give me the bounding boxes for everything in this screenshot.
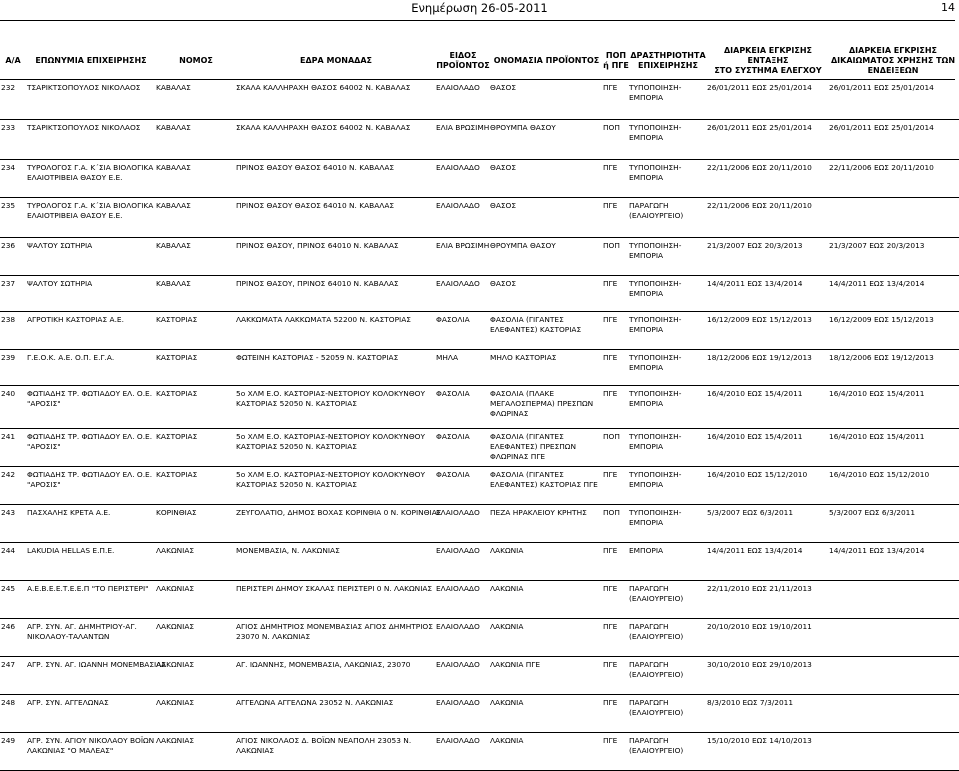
cell-license: 16/4/2010 ΕΩΣ 15/4/2011 [829, 389, 925, 398]
cell-type: ΕΛΑΙΟΛΑΔΟ [436, 584, 480, 593]
cell-type: ΕΛΑΙΟΛΑΔΟ [436, 736, 480, 745]
document-title: Ενημέρωση 26-05-2011 [411, 1, 548, 15]
cell-type: ΦΑΣΟΛΙΑ [436, 315, 470, 324]
cell-type: ΕΛΙΑ ΒΡΩΣΙΜΗ [436, 241, 490, 250]
cell-address: ΠΡΙΝΟΣ ΘΑΣΟΥ, ΠΡΙΝΟΣ 64010 Ν. ΚΑΒΑΛΑΣ [236, 279, 399, 288]
cell-nomos: ΛΑΚΩΝΙΑΣ [156, 622, 195, 631]
cell-product: ΘΑΣΟΣ [490, 279, 517, 288]
cell-type: ΕΛΑΙΟΛΑΔΟ [436, 83, 480, 92]
cell-address: ΑΓ. ΙΩΑΝΝΗΣ, ΜΟΝΕΜΒΑΣΙΑ, ΛΑΚΩΝΙΑΣ, 23070 [236, 660, 411, 669]
cell-license: 26/01/2011 ΕΩΣ 25/01/2014 [829, 123, 934, 132]
cell-aa: 242 [1, 470, 16, 479]
cell-nomos: ΚΑΣΤΟΡΙΑΣ [156, 470, 198, 479]
cell-aa: 246 [1, 622, 16, 631]
cell-duration: 30/10/2010 ΕΩΣ 29/10/2013 [707, 660, 812, 669]
cell-duration: 18/12/2006 ΕΩΣ 19/12/2013 [707, 353, 812, 362]
cell-pop: ΠΓΕ [603, 546, 618, 555]
cell-type: ΕΛΑΙΟΛΑΔΟ [436, 622, 480, 631]
cell-pop: ΠΓΕ [603, 622, 618, 631]
cell-name: ΦΩΤΙΑΔΗΣ ΤΡ. ΦΩΤΙΑΔΟΥ ΕΛ. Ο.Ε. "ΑΡΟΣΙΣ" [27, 389, 153, 408]
table-body [0, 80, 959, 755]
table-row [0, 238, 959, 276]
cell-name: ΑΓΡ. ΣΥΝ. ΑΓ. ΔΗΜΗΤΡΙΟΥ-ΑΓ. ΝΙΚΟΛΑΟΥ-ΤΑΛΑΝΤΩΝ [27, 622, 137, 641]
cell-address: ΛΑΚΚΩΜΑΤΑ ΛΑΚΚΩΜΑΤΑ 52200 Ν. ΚΑΣΤΟΡΙΑΣ [236, 315, 411, 324]
cell-type: ΕΛΑΙΟΛΑΔΟ [436, 698, 480, 707]
cell-pop: ΠΓΕ [603, 736, 618, 745]
cell-duration: 5/3/2007 ΕΩΣ 6/3/2011 [707, 508, 794, 517]
table-row [0, 505, 959, 543]
cell-activity: ΤΥΠΟΠΟΙΗΣΗ- ΕΜΠΟΡΙΑ [629, 123, 682, 142]
cell-pop: ΠΓΕ [603, 698, 618, 707]
cell-address: ΖΕΥΓΟΛΑΤΙΟ, ΔΗΜΟΣ ΒΟΧΑΣ ΚΟΡΙΝΘΙΑ 0 Ν. ΚΟΡΙΝΘΙΑΣ [236, 508, 442, 517]
column-header-nomos: ΝΟΜΟΣ [179, 55, 213, 65]
cell-license: 14/4/2011 ΕΩΣ 13/4/2014 [829, 279, 925, 288]
cell-pop: ΠΓΕ [603, 470, 618, 479]
table-row [0, 695, 959, 733]
cell-duration: 22/11/2006 ΕΩΣ 20/11/2010 [707, 201, 812, 210]
cell-nomos: ΛΑΚΩΝΙΑΣ [156, 698, 195, 707]
cell-nomos: ΚΑΣΤΟΡΙΑΣ [156, 353, 198, 362]
table-row [0, 198, 959, 238]
cell-activity: ΤΥΠΟΠΟΙΗΣΗ- ΕΜΠΟΡΙΑ [629, 279, 682, 298]
cell-type: ΕΛΑΙΟΛΑΔΟ [436, 201, 480, 210]
cell-activity: ΤΥΠΟΠΟΙΗΣΗ- ΕΜΠΟΡΙΑ [629, 353, 682, 372]
cell-license: 16/4/2010 ΕΩΣ 15/12/2010 [829, 470, 930, 479]
cell-aa: 243 [1, 508, 16, 517]
table-row [0, 386, 959, 429]
cell-duration: 26/01/2011 ΕΩΣ 25/01/2014 [707, 123, 812, 132]
cell-aa: 234 [1, 163, 16, 172]
cell-name: LAKUDIA HELLAS Ε.Π.Ε. [27, 546, 115, 555]
cell-type: ΕΛΑΙΟΛΑΔΟ [436, 163, 480, 172]
cell-nomos: ΚΑΒΑΛΑΣ [156, 123, 191, 132]
cell-duration: 16/4/2010 ΕΩΣ 15/4/2011 [707, 389, 803, 398]
cell-duration: 14/4/2011 ΕΩΣ 13/4/2014 [707, 546, 803, 555]
cell-name: ΦΩΤΙΑΔΗΣ ΤΡ. ΦΩΤΙΑΔΟΥ ΕΛ. Ο.Ε. "ΑΡΟΣΙΣ" [27, 432, 153, 451]
cell-product: ΛΑΚΩΝΙΑ [490, 622, 524, 631]
cell-type: ΕΛΑΙΟΛΑΔΟ [436, 508, 480, 517]
cell-product: ΛΑΚΩΝΙΑ ΠΓΕ [490, 660, 541, 669]
cell-license: 5/3/2007 ΕΩΣ 6/3/2011 [829, 508, 916, 517]
cell-aa: 248 [1, 698, 16, 707]
cell-duration: 16/4/2010 ΕΩΣ 15/4/2011 [707, 432, 803, 441]
cell-name: ΑΓΡ. ΣΥΝ. ΑΓΙΟΥ ΝΙΚΟΛΑΟΥ ΒΟΪΩΝ ΛΑΚΩΝΙΑΣ "Ο ΜΑΛΕΑΣ" [27, 736, 155, 755]
column-header-duration: ΔΙΑΡΚΕΙΑ ΕΓΚΡΙΣΗΣ ΕΝΤΑΞΗΣ ΣΤΟ ΣΥΣΤΗΜΑ ΕΛΕΓΧΟΥ [714, 45, 822, 75]
cell-pop: ΠΓΕ [603, 83, 618, 92]
cell-aa: 247 [1, 660, 16, 669]
table-row [0, 312, 959, 350]
cell-activity: ΤΥΠΟΠΟΙΗΣΗ- ΕΜΠΟΡΙΑ [629, 508, 682, 527]
table-row [0, 619, 959, 657]
cell-address: ΠΡΙΝΟΣ ΘΑΣΟΥ ΘΑΣΟΣ 64010 Ν. ΚΑΒΑΛΑΣ [236, 163, 395, 172]
cell-pop: ΠΓΕ [603, 163, 618, 172]
cell-aa: 235 [1, 201, 16, 210]
cell-product: ΦΑΣΟΛΙΑ (ΓΙΓΑΝΤΕΣ ΕΛΕΦΑΝΤΕΣ) ΠΡΕΣΠΩΝ ΦΛΩΡΙΝΑΣ ΠΓΕ [490, 432, 576, 461]
table-row [0, 543, 959, 581]
cell-duration: 16/12/2009 ΕΩΣ 15/12/2013 [707, 315, 812, 324]
cell-address: ΣΚΑΛΑ ΚΑΛΛΗΡΑΧΗ ΘΑΣΟΣ 64002 Ν. ΚΑΒΑΛΑΣ [236, 83, 411, 92]
cell-product: ΛΑΚΩΝΙΑ [490, 546, 524, 555]
column-header-license: ΔΙΑΡΚΕΙΑ ΕΓΚΡΙΣΗΣ ΔΙΚΑΙΩΜΑΤΟΣ ΧΡΗΣΗΣ ΤΩΝ ΕΝΔΕΙΞΕΩΝ [830, 45, 956, 75]
cell-activity: ΤΥΠΟΠΟΙΗΣΗ- ΕΜΠΟΡΙΑ [629, 83, 682, 102]
cell-address: ΠΡΙΝΟΣ ΘΑΣΟΥ ΘΑΣΟΣ 64010 Ν. ΚΑΒΑΛΑΣ [236, 201, 395, 210]
cell-name: ΑΓΡ. ΣΥΝ. ΑΓ. ΙΩΑΝΝΗ ΜΟΝΕΜΒΑΣΙΑΣ [27, 660, 166, 669]
cell-name: ΨΑΛΤΟΥ ΣΩΤΗΡΙΑ [27, 279, 93, 288]
cell-activity: ΤΥΠΟΠΟΙΗΣΗ- ΕΜΠΟΡΙΑ [629, 241, 682, 260]
table-row [0, 733, 959, 771]
cell-pop: ΠΓΕ [603, 353, 618, 362]
table-row [0, 657, 959, 695]
cell-activity: ΤΥΠΟΠΟΙΗΣΗ- ΕΜΠΟΡΙΑ [629, 470, 682, 489]
cell-type: ΕΛΑΙΟΛΑΔΟ [436, 660, 480, 669]
cell-pop: ΠΓΕ [603, 279, 618, 288]
cell-nomos: ΚΑΒΑΛΑΣ [156, 279, 191, 288]
cell-duration: 22/11/2010 ΕΩΣ 21/11/2013 [707, 584, 812, 593]
cell-activity: ΠΑΡΑΓΩΓΗ (ΕΛΑΙΟΥΡΓΕΙΟ) [629, 736, 684, 755]
cell-license: 16/12/2009 ΕΩΣ 15/12/2013 [829, 315, 934, 324]
cell-name: ΤΥΡΟΛΟΓΟΣ Γ.Α. Κ΄ΣΙΑ ΒΙΟΛΟΓΙΚΑ ΕΛΑΙΟΤΡΙΒΕΙΑ ΘΑΣΟΥ Ε.Ε. [27, 201, 154, 220]
cell-pop: ΠΓΕ [603, 660, 618, 669]
table-row [0, 350, 959, 386]
cell-address: ΑΓΙΟΣ ΝΙΚΟΛΑΟΣ Δ. ΒΟΪΩΝ ΝΕΑΠΟΛΗ 23053 Ν. ΛΑΚΩΝΙΑΣ [236, 736, 412, 755]
cell-name: ΤΣΑΡΙΚΤΣΟΠΟΥΛΟΣ ΝΙΚΟΛΑΟΣ [27, 123, 141, 132]
cell-aa: 236 [1, 241, 16, 250]
cell-product: ΘΑΣΟΣ [490, 83, 517, 92]
cell-product: ΛΑΚΩΝΙΑ [490, 584, 524, 593]
column-header-address: ΕΔΡΑ ΜΟΝΑΔΑΣ [300, 55, 372, 65]
column-header-product-type: ΕΙΔΟΣ ΠΡΟΪΟΝΤΟΣ [436, 50, 490, 70]
cell-nomos: ΚΑΒΑΛΑΣ [156, 163, 191, 172]
cell-activity: ΠΑΡΑΓΩΓΗ (ΕΛΑΙΟΥΡΓΕΙΟ) [629, 201, 684, 220]
cell-name: ΑΓΡ. ΣΥΝ. ΑΓΓΕΛΩΝΑΣ [27, 698, 109, 707]
column-header-pop-pge: ΠΟΠ ή ΠΓΕ [603, 50, 629, 70]
cell-duration: 8/3/2010 ΕΩΣ 7/3/2011 [707, 698, 794, 707]
cell-activity: ΕΜΠΟΡΙΑ [629, 546, 664, 555]
cell-product: ΛΑΚΩΝΙΑ [490, 698, 524, 707]
cell-pop: ΠΓΕ [603, 584, 618, 593]
cell-name: ΨΑΛΤΟΥ ΣΩΤΗΡΙΑ [27, 241, 93, 250]
table-row [0, 429, 959, 467]
page-number: 14 [941, 1, 955, 14]
cell-pop: ΠΟΠ [603, 432, 620, 441]
cell-pop: ΠΟΠ [603, 241, 620, 250]
cell-address: ΣΚΑΛΑ ΚΑΛΛΗΡΑΧΗ ΘΑΣΟΣ 64002 Ν. ΚΑΒΑΛΑΣ [236, 123, 411, 132]
cell-product: ΦΑΣΟΛΙΑ (ΓΙΓΑΝΤΕΣ ΕΛΕΦΑΝΤΕΣ) ΚΑΣΤΟΡΙΑΣ [490, 315, 582, 334]
cell-pop: ΠΟΠ [603, 508, 620, 517]
cell-license: 16/4/2010 ΕΩΣ 15/4/2011 [829, 432, 925, 441]
cell-product: ΠΕΖΑ ΗΡΑΚΛΕΙΟΥ ΚΡΗΤΗΣ [490, 508, 587, 517]
header-rule [0, 20, 955, 21]
cell-name: ΠΑΣΧΑΛΗΣ ΚΡΕΤΑ Α.Ε. [27, 508, 111, 517]
cell-license: 14/4/2011 ΕΩΣ 13/4/2014 [829, 546, 925, 555]
cell-pop: ΠΟΠ [603, 123, 620, 132]
table-header [0, 44, 959, 77]
cell-activity: ΠΑΡΑΓΩΓΗ (ΕΛΑΙΟΥΡΓΕΙΟ) [629, 622, 684, 641]
cell-name: ΤΥΡΟΛΟΓΟΣ Γ.Α. Κ΄ΣΙΑ ΒΙΟΛΟΓΙΚΑ ΕΛΑΙΟΤΡΙΒΕΙΑ ΘΑΣΟΥ Ε.Ε. [27, 163, 154, 182]
table-row [0, 120, 959, 160]
cell-type: ΕΛΑΙΟΛΑΔΟ [436, 279, 480, 288]
cell-address: 5ο ΧΛΜ Ε.Ο. ΚΑΣΤΟΡΙΑΣ-ΝΕΣΤΟΡΙΟΥ ΚΟΛΟΚΥΝΘΟΥ ΚΑΣΤΟΡΙΑΣ 52050 Ν. ΚΑΣΤΟΡΙΑΣ [236, 389, 425, 408]
cell-name: Α.Ε.Β.Ε.Ε.Τ.Ε.Ε.Π "ΤΟ ΠΕΡΙΣΤΕΡΙ" [27, 584, 149, 593]
cell-activity: ΤΥΠΟΠΟΙΗΣΗ- ΕΜΠΟΡΙΑ [629, 389, 682, 408]
cell-license: 22/11/2006 ΕΩΣ 20/11/2010 [829, 163, 934, 172]
cell-address: 5ο ΧΛΜ Ε.Ο. ΚΑΣΤΟΡΙΑΣ-ΝΕΣΤΟΡΙΟΥ ΚΟΛΟΚΥΝΘΟΥ ΚΑΣΤΟΡΙΑΣ 52050 Ν. ΚΑΣΤΟΡΙΑΣ [236, 432, 425, 451]
cell-nomos: ΚΑΒΑΛΑΣ [156, 241, 191, 250]
cell-duration: 26/01/2011 ΕΩΣ 25/01/2014 [707, 83, 812, 92]
cell-nomos: ΚΑΣΤΟΡΙΑΣ [156, 432, 198, 441]
table-row [0, 467, 959, 505]
cell-product: ΜΗΛΟ ΚΑΣΤΟΡΙΑΣ [490, 353, 557, 362]
cell-duration: 15/10/2010 ΕΩΣ 14/10/2013 [707, 736, 812, 745]
cell-duration: 14/4/2011 ΕΩΣ 13/4/2014 [707, 279, 803, 288]
cell-nomos: ΛΑΚΩΝΙΑΣ [156, 584, 195, 593]
cell-aa: 241 [1, 432, 16, 441]
cell-product: ΘΡΟΥΜΠΑ ΘΑΣΟΥ [490, 241, 556, 250]
cell-product: ΛΑΚΩΝΙΑ [490, 736, 524, 745]
table-row [0, 276, 959, 312]
cell-address: ΜΟΝΕΜΒΑΣΙΑ, Ν. ΛΑΚΩΝΙΑΣ [236, 546, 340, 555]
cell-product: ΘΑΣΟΣ [490, 201, 517, 210]
cell-address: ΠΕΡΙΣΤΕΡΙ ΔΗΜΟΥ ΣΚΑΛΑΣ ΠΕΡΙΣΤΕΡΙ 0 Ν. ΛΑΚΩΝΙΑΣ [236, 584, 433, 593]
page-header [0, 0, 959, 34]
cell-type: ΜΗΛΑ [436, 353, 459, 362]
cell-duration: 22/11/2006 ΕΩΣ 20/11/2010 [707, 163, 812, 172]
cell-nomos: ΛΑΚΩΝΙΑΣ [156, 660, 195, 669]
cell-aa: 237 [1, 279, 16, 288]
cell-aa: 249 [1, 736, 16, 745]
cell-activity: ΠΑΡΑΓΩΓΗ (ΕΛΑΙΟΥΡΓΕΙΟ) [629, 660, 684, 679]
cell-pop: ΠΓΕ [603, 389, 618, 398]
cell-aa: 238 [1, 315, 16, 324]
cell-license: 21/3/2007 ΕΩΣ 20/3/2013 [829, 241, 925, 250]
cell-address: ΑΓΓΕΛΩΝΑ ΑΓΓΕΛΩΝΑ 23052 Ν. ΛΑΚΩΝΙΑΣ [236, 698, 394, 707]
column-header-product-name: ΟΝΟΜΑΣΙΑ ΠΡΟΪΟΝΤΟΣ [493, 55, 600, 65]
cell-nomos: ΚΑΒΑΛΑΣ [156, 201, 191, 210]
cell-nomos: ΚΑΣΤΟΡΙΑΣ [156, 315, 198, 324]
cell-activity: ΤΥΠΟΠΟΙΗΣΗ- ΕΜΠΟΡΙΑ [629, 432, 682, 451]
cell-address: 5ο ΧΛΜ Ε.Ο. ΚΑΣΤΟΡΙΑΣ-ΝΕΣΤΟΡΙΟΥ ΚΟΛΟΚΥΝΘΟΥ ΚΑΣΤΟΡΙΑΣ 52050 Ν. ΚΑΣΤΟΡΙΑΣ [236, 470, 425, 489]
table-row [0, 160, 959, 198]
cell-name: ΤΣΑΡΙΚΤΣΟΠΟΥΛΟΣ ΝΙΚΟΛΑΟΣ [27, 83, 141, 92]
cell-duration: 20/10/2010 ΕΩΣ 19/10/2011 [707, 622, 812, 631]
cell-address: ΠΡΙΝΟΣ ΘΑΣΟΥ, ΠΡΙΝΟΣ 64010 Ν. ΚΑΒΑΛΑΣ [236, 241, 399, 250]
cell-license: 26/01/2011 ΕΩΣ 25/01/2014 [829, 83, 934, 92]
cell-duration: 21/3/2007 ΕΩΣ 20/3/2013 [707, 241, 803, 250]
cell-license: 18/12/2006 ΕΩΣ 19/12/2013 [829, 353, 934, 362]
cell-type: ΕΛΑΙΟΛΑΔΟ [436, 546, 480, 555]
cell-activity: ΠΑΡΑΓΩΓΗ (ΕΛΑΙΟΥΡΓΕΙΟ) [629, 698, 684, 717]
cell-product: ΘΡΟΥΜΠΑ ΘΑΣΟΥ [490, 123, 556, 132]
cell-nomos: ΚΟΡΙΝΘΙΑΣ [156, 508, 197, 517]
cell-activity: ΠΑΡΑΓΩΓΗ (ΕΛΑΙΟΥΡΓΕΙΟ) [629, 584, 684, 603]
cell-nomos: ΚΑΒΑΛΑΣ [156, 83, 191, 92]
cell-product: ΦΑΣΟΛΙΑ (ΠΛΑΚΕ ΜΕΓΑΛΟΣΠΕΡΜΑ) ΠΡΕΣΠΩΝ ΦΛΩΡΙΝΑΣ [490, 389, 594, 418]
cell-product: ΦΑΣΟΛΙΑ (ΓΙΓΑΝΤΕΣ ΕΛΕΦΑΝΤΕΣ) ΚΑΣΤΟΡΙΑΣ ΠΓΕ [490, 470, 598, 489]
cell-aa: 240 [1, 389, 16, 398]
cell-nomos: ΛΑΚΩΝΙΑΣ [156, 736, 195, 745]
cell-aa: 244 [1, 546, 16, 555]
cell-address: ΦΩΤΕΙΝΗ ΚΑΣΤΟΡΙΑΣ - 52059 Ν. ΚΑΣΤΟΡΙΑΣ [236, 353, 399, 362]
cell-pop: ΠΓΕ [603, 315, 618, 324]
table-row [0, 80, 959, 120]
cell-aa: 245 [1, 584, 16, 593]
cell-address: ΑΓΙΟΣ ΔΗΜΗΤΡΙΟΣ ΜΟΝΕΜΒΑΣΙΑΣ ΑΓΙΟΣ ΔΗΜΗΤΡΙΟΣ 23070 Ν. ΛΑΚΩΝΙΑΣ [236, 622, 433, 641]
cell-nomos: ΚΑΣΤΟΡΙΑΣ [156, 389, 198, 398]
cell-name: ΦΩΤΙΑΔΗΣ ΤΡ. ΦΩΤΙΑΔΟΥ ΕΛ. Ο.Ε. "ΑΡΟΣΙΣ" [27, 470, 153, 489]
cell-activity: ΤΥΠΟΠΟΙΗΣΗ- ΕΜΠΟΡΙΑ [629, 163, 682, 182]
column-header-name: ΕΠΩΝΥΜΙΑ ΕΠΙΧΕΙΡΗΣΗΣ [35, 55, 147, 65]
cell-aa: 233 [1, 123, 16, 132]
cell-nomos: ΛΑΚΩΝΙΑΣ [156, 546, 195, 555]
cell-aa: 232 [1, 83, 16, 92]
table-row [0, 581, 959, 619]
cell-name: Γ.Ε.Ο.Κ. Α.Ε. Ο.Π. Ε.Γ.Α. [27, 353, 115, 362]
cell-type: ΕΛΙΑ ΒΡΩΣΙΜΗ [436, 123, 490, 132]
cell-aa: 239 [1, 353, 16, 362]
cell-name: ΑΓΡΟΤΙΚΗ ΚΑΣΤΟΡΙΑΣ Α.Ε. [27, 315, 124, 324]
column-header-activity: ΔΡΑΣΤΗΡΙΟΤΗΤΑ ΕΠΙΧΕΙΡΗΣΗΣ [630, 50, 706, 70]
cell-type: ΦΑΣΟΛΙΑ [436, 470, 470, 479]
cell-type: ΦΑΣΟΛΙΑ [436, 389, 470, 398]
cell-duration: 16/4/2010 ΕΩΣ 15/12/2010 [707, 470, 808, 479]
cell-activity: ΤΥΠΟΠΟΙΗΣΗ- ΕΜΠΟΡΙΑ [629, 315, 682, 334]
cell-pop: ΠΓΕ [603, 201, 618, 210]
cell-product: ΘΑΣΟΣ [490, 163, 517, 172]
cell-type: ΦΑΣΟΛΙΑ [436, 432, 470, 441]
column-header-aa: Α/Α [5, 55, 21, 65]
